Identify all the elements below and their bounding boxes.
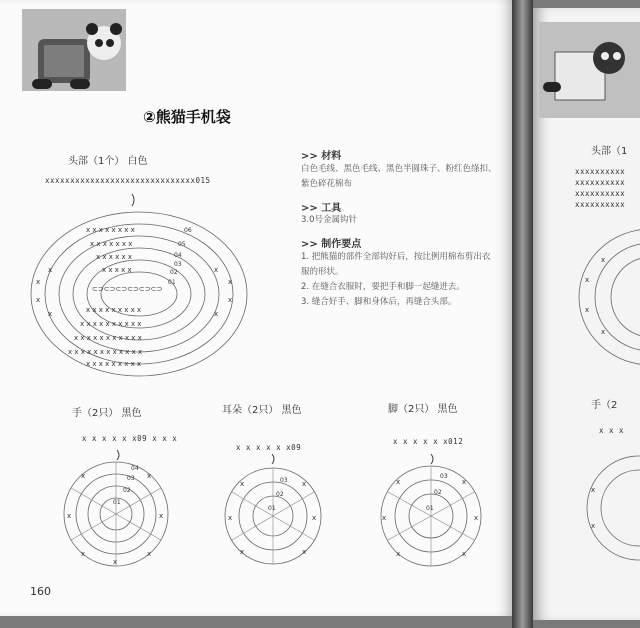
- ear-top-row: x x x x x x09: [236, 443, 302, 452]
- head-label: 头部（1个） 白色: [68, 156, 148, 167]
- right-head-chart: [571, 222, 640, 372]
- svg-text:x: x: [159, 512, 164, 520]
- right-page: [533, 8, 640, 620]
- svg-text:x: x: [585, 306, 590, 314]
- svg-text:x: x: [81, 472, 86, 480]
- head-round-label: 02: [170, 269, 178, 276]
- svg-text:x: x: [396, 550, 401, 558]
- svg-text:x: x: [302, 480, 307, 488]
- hand-round-label: 01: [113, 499, 121, 506]
- right-head-row-4: xxxxxxxxxx: [575, 200, 626, 209]
- head-round-label: 03: [174, 261, 182, 268]
- right-head-row-1: xxxxxxxxxx: [575, 167, 626, 176]
- head-chart: [28, 192, 250, 382]
- svg-text:x: x: [591, 522, 596, 530]
- materials-line-1: 白色毛线、黑色毛线、黑色半圆珠子、粉红色绦扣、: [301, 164, 497, 174]
- svg-text:x: x: [474, 514, 479, 522]
- book-gutter: [512, 0, 533, 628]
- svg-text:x: x: [36, 296, 41, 304]
- foot-chart: [376, 452, 486, 568]
- right-hand-row: x x x: [599, 426, 625, 435]
- svg-text:x: x: [302, 548, 307, 556]
- svg-text:⊂⊃⊂⊃⊂⊃⊂⊃⊂⊃⊂⊃: ⊂⊃⊂⊃⊂⊃⊂⊃⊂⊃⊂⊃: [92, 285, 163, 293]
- materials-line-2: 紫色碎花棉布: [301, 179, 353, 189]
- method-line-1: 1. 把熊猫的部件全部钩好后，按比例用棉布剪出衣: [301, 252, 491, 262]
- svg-text:x: x: [147, 472, 152, 480]
- right-head-row-3: xxxxxxxxxx: [575, 189, 626, 198]
- svg-text:x: x: [214, 310, 219, 318]
- svg-text:x: x: [585, 276, 590, 284]
- ear-round-label: 02: [276, 491, 284, 498]
- head-round-label: 05: [178, 241, 186, 248]
- svg-text:x: x: [382, 514, 387, 522]
- right-hand-chart: [579, 448, 640, 568]
- svg-text:x x x x x x x x x: x x x x x x x x x: [86, 360, 142, 368]
- hand-label: 手（2只） 黑色: [72, 408, 142, 419]
- hand-chart: [61, 448, 171, 568]
- svg-text:x: x: [240, 548, 245, 556]
- svg-text:x x x x x x x: x x x x x x x: [90, 240, 133, 248]
- foot-label: 脚（2只） 黑色: [388, 404, 458, 415]
- ear-round-label: 01: [268, 505, 276, 512]
- ear-label: 耳朵（2只） 黑色: [222, 405, 302, 416]
- svg-text:x: x: [601, 328, 606, 336]
- page-title: ②熊猫手机袋: [143, 108, 231, 126]
- method-line-4: 3. 缝合好手、脚和身体后，再缝合头部。: [301, 297, 457, 307]
- method-heading: >> 制作要点: [301, 239, 362, 250]
- svg-text:x: x: [396, 478, 401, 486]
- right-head-row-2: xxxxxxxxxx: [575, 178, 626, 187]
- svg-text:x: x: [214, 266, 219, 274]
- panda-photo: [22, 9, 126, 91]
- foot-round-label: 02: [434, 489, 442, 496]
- method-line-3: 2. 在缝合衣服时，要把手和脚一起缝进去。: [301, 282, 465, 292]
- svg-text:x: x: [312, 514, 317, 522]
- svg-text:x: x: [81, 550, 86, 558]
- svg-text:x x x x x x x x x x: x x x x x x x x x x: [80, 320, 142, 328]
- head-round-label: 04: [174, 252, 182, 259]
- head-round-label: 06: [184, 227, 192, 234]
- svg-text:x: x: [591, 486, 596, 494]
- foot-round-label: 01: [426, 505, 434, 512]
- svg-text:x x x x x: x x x x x: [102, 266, 132, 274]
- foot-top-row: x x x x x x012: [393, 437, 464, 446]
- svg-text:x: x: [48, 310, 53, 318]
- svg-text:x: x: [228, 296, 233, 304]
- head-top-row: xxxxxxxxxxxxxxxxxxxxxxxxxxxxxx015: [45, 176, 211, 185]
- svg-text:x: x: [147, 550, 152, 558]
- right-head-label: 头部（1: [591, 146, 628, 157]
- svg-text:x: x: [240, 480, 245, 488]
- svg-text:x: x: [601, 256, 606, 264]
- hand-round-label: 02: [123, 487, 131, 494]
- svg-text:x: x: [67, 512, 72, 520]
- svg-text:x x x x x x x x x x x x: x x x x x x x x x x x x: [68, 348, 143, 356]
- svg-text:x x x x x x: x x x x x x: [96, 253, 132, 261]
- svg-text:x: x: [36, 278, 41, 286]
- svg-text:x: x: [462, 478, 467, 486]
- svg-text:x x x x x x x x x: x x x x x x x x x: [86, 306, 142, 314]
- svg-text:x: x: [113, 558, 118, 566]
- foot-round-label: 03: [440, 473, 448, 480]
- tools-heading: >> 工具: [301, 203, 342, 214]
- tools-line: 3.0号金属钩针: [301, 215, 358, 225]
- panda-photo-right: [539, 22, 640, 118]
- head-round-label: 01: [168, 279, 176, 286]
- page-number: 160: [30, 585, 51, 598]
- hand-top-row: x x x x x x09 x x x: [82, 434, 178, 443]
- hand-round-label: 04: [131, 465, 139, 472]
- ear-chart: [220, 452, 326, 568]
- ear-round-label: 03: [280, 477, 288, 484]
- materials-heading: >> 材料: [301, 151, 342, 162]
- svg-text:x: x: [462, 550, 467, 558]
- hand-round-label: 03: [127, 475, 135, 482]
- right-hand-label: 手（2: [591, 400, 618, 411]
- svg-text:x x x x x x x x x x x: x x x x x x x x x x x: [74, 334, 142, 342]
- method-line-2: 服的形状。: [301, 267, 344, 277]
- svg-text:x: x: [228, 514, 233, 522]
- svg-text:x: x: [228, 278, 233, 286]
- svg-text:x: x: [48, 266, 53, 274]
- svg-text:x x x x x x x x: x x x x x x x x: [86, 226, 135, 234]
